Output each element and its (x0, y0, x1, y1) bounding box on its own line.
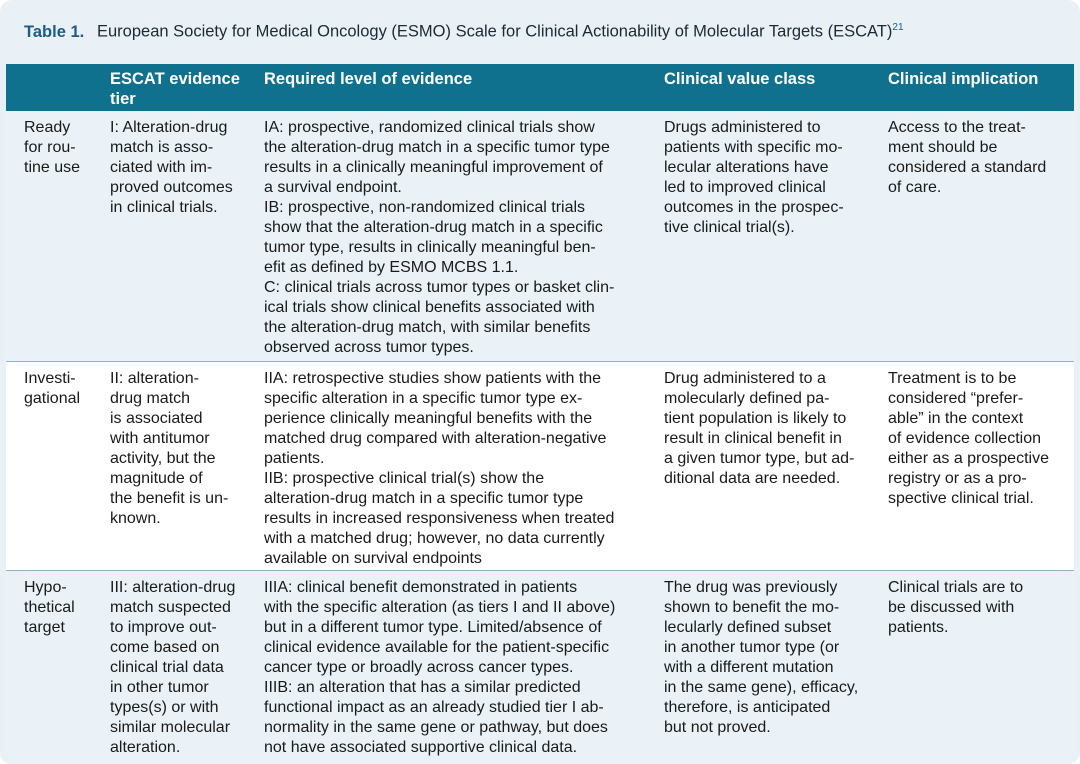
table-row (6, 571, 1074, 764)
text-line: of care. (888, 179, 942, 196)
text-line: available on survival endpoints (264, 550, 482, 567)
text-line: be discussed with (888, 599, 1015, 616)
text-line: magnitude of (110, 470, 203, 487)
text-line: in other tumor (110, 679, 209, 696)
text-line: matched drug compared with alteration-negative (264, 430, 607, 447)
text-line: therefore, is anticipated (664, 699, 831, 716)
text-line: the alteration-drug match, with similar benefits (264, 319, 591, 336)
text-line: tient population is likely to (664, 410, 847, 427)
table-title: European Society for Medical Oncology (ESMO) Scale for Clinical Actionability of Molecular Targets (ESCAT) (97, 22, 893, 41)
tier-cell (110, 118, 258, 218)
text-line: come based on (110, 639, 220, 656)
text-line: Drugs administered to (664, 119, 821, 136)
text-line: tive clinical trial(s). (664, 219, 795, 236)
text-line: to improve out- (110, 619, 217, 636)
text-line: a given tumor type, but ad- (664, 450, 855, 467)
text-line: able” in the context (888, 410, 1024, 427)
text-line: either as a prospective (888, 450, 1049, 467)
text-line: specific alteration in a specific tumor type ex- (264, 390, 583, 407)
text-line: show that the alteration-drug match in a specific (264, 219, 603, 236)
text-line: result in clinical benefit in (664, 430, 842, 447)
text-line: in clinical trials. (110, 199, 218, 216)
tier-cell (110, 578, 258, 758)
text-line: cancer type or broadly across cancer types. (264, 659, 574, 676)
text-line: the alteration-drug match in a specific tumor type (264, 139, 610, 156)
text-line: functional impact as an already studied tier I ab- (264, 699, 604, 716)
text-line: shown to benefit the mo- (664, 599, 840, 616)
implication-cell (888, 118, 1070, 198)
text-line: II: alteration- (110, 370, 199, 387)
text-line: clinical evidence available for the patient-specific (264, 639, 610, 656)
header-required-evidence: Required level of evidence (264, 70, 473, 88)
header-clinical-implication: Clinical implication (888, 70, 1039, 88)
text-line: considered “prefer- (888, 390, 1024, 407)
text-line: IIIA: clinical benefit demonstrated in patients (264, 579, 578, 596)
text-line: IIB: prospective clinical trial(s) show the (264, 470, 545, 487)
text-line: the benefit is un- (110, 490, 229, 507)
value-class-cell (664, 369, 884, 489)
category-cell (24, 578, 106, 638)
text-line: for rou- (24, 139, 76, 156)
table-row (6, 362, 1074, 570)
text-line: with a matched drug; however, no data currently (264, 530, 605, 547)
text-line: ditional data are needed. (664, 470, 841, 487)
text-line: lecular alterations have (664, 159, 829, 176)
text-line: but not proved. (664, 719, 771, 736)
text-line: perience clinically meaningful benefits with the (264, 410, 593, 427)
text-line: III: alteration-drug (110, 579, 236, 596)
text-line: Hypo- (24, 579, 67, 596)
text-line: is associated (110, 410, 203, 427)
text-line: IB: prospective, non-randomized clinical trials (264, 199, 586, 216)
category-cell (24, 369, 106, 409)
table-caption (24, 22, 904, 46)
text-line: IIA: retrospective studies show patients with the (264, 370, 602, 387)
table-header (6, 64, 1074, 111)
text-line: IA: prospective, randomized clinical trials show (264, 119, 595, 136)
evidence-cell (264, 369, 658, 569)
text-line: patients. (264, 450, 325, 467)
text-line: considered a standard (888, 159, 1047, 176)
text-line: of evidence collection (888, 430, 1041, 447)
text-line: known. (110, 510, 161, 527)
text-line: gational (24, 390, 81, 407)
text-line: but in a different tumor type. Limited/absence of (264, 619, 602, 636)
text-line: Drug administered to a (664, 370, 826, 387)
text-line: led to improved clinical (664, 179, 826, 196)
text-line: Ready (24, 119, 71, 136)
text-line: alteration. (110, 739, 181, 756)
text-line: not have associated supportive clinical data. (264, 739, 578, 756)
text-line: molecularly defined pa- (664, 390, 830, 407)
text-line: I: Alteration-drug (110, 119, 228, 136)
header-line: ESCAT evidence (110, 70, 240, 88)
text-line: Investi- (24, 370, 76, 387)
evidence-cell (264, 118, 658, 358)
text-line: clinical trial data (110, 659, 224, 676)
text-line: in another tumor type (or (664, 639, 840, 656)
text-line: spective clinical trial. (888, 490, 1034, 507)
text-line: ment should be (888, 139, 998, 156)
text-line: alteration-drug match in a specific tumor type (264, 490, 584, 507)
text-line: observed across tumor types. (264, 339, 474, 356)
text-line: normality in the same gene or pathway, but does (264, 719, 608, 736)
text-line: IIIB: an alteration that has a similar predicted (264, 679, 581, 696)
text-line: outcomes in the prospec- (664, 199, 844, 216)
text-line: Treatment is to be (888, 370, 1017, 387)
text-line: results in a clinically meaningful improvement of (264, 159, 603, 176)
table-label: Table 1. (24, 22, 85, 41)
text-line: tumor type, results in clinically meaningful ben- (264, 239, 596, 256)
text-line: in the same gene), efficacy, (664, 679, 859, 696)
text-line: with the specific alteration (as tiers I and II above) (264, 599, 616, 616)
text-line: match is asso- (110, 139, 214, 156)
evidence-cell (264, 578, 658, 758)
value-class-cell (664, 118, 884, 238)
text-line: The drug was previously (664, 579, 838, 596)
text-line: proved outcomes (110, 179, 233, 196)
tier-cell (110, 369, 258, 529)
implication-cell (888, 369, 1070, 509)
text-line: lecularly defined subset (664, 619, 832, 636)
text-line: Clinical trials are to (888, 579, 1024, 596)
text-line: tine use (24, 159, 81, 176)
implication-cell (888, 578, 1070, 638)
header-escat-tier (110, 69, 258, 109)
text-line: ical trials show clinical benefits associated with (264, 299, 595, 316)
text-line: match suspected (110, 599, 231, 616)
text-line: patients with specific mo- (664, 139, 843, 156)
text-line: with antitumor (110, 430, 210, 447)
text-line: registry or as a pro- (888, 470, 1027, 487)
header-clinical-value-class: Clinical value class (664, 70, 816, 88)
text-line: drug match (110, 390, 191, 407)
text-line: Access to the treat- (888, 119, 1026, 136)
text-line: similar molecular (110, 719, 231, 736)
category-cell (24, 118, 106, 178)
text-line: results in increased responsiveness when treated (264, 510, 615, 527)
value-class-cell (664, 578, 884, 738)
text-line: C: clinical trials across tumor types or basket clin- (264, 279, 615, 296)
text-line: efit as defined by ESMO MCBS 1.1. (264, 259, 519, 276)
header-line: tier (110, 90, 136, 108)
text-line: target (24, 619, 65, 636)
text-line: activity, but the (110, 450, 216, 467)
table-row (6, 111, 1074, 361)
reference-superscript: 21 (892, 22, 904, 33)
text-line: a survival endpoint. (264, 179, 402, 196)
text-line: types(s) or with (110, 699, 219, 716)
text-line: ciated with im- (110, 159, 213, 176)
text-line: thetical (24, 599, 75, 616)
text-line: patients. (888, 619, 949, 636)
text-line: with a different mutation (664, 659, 834, 676)
